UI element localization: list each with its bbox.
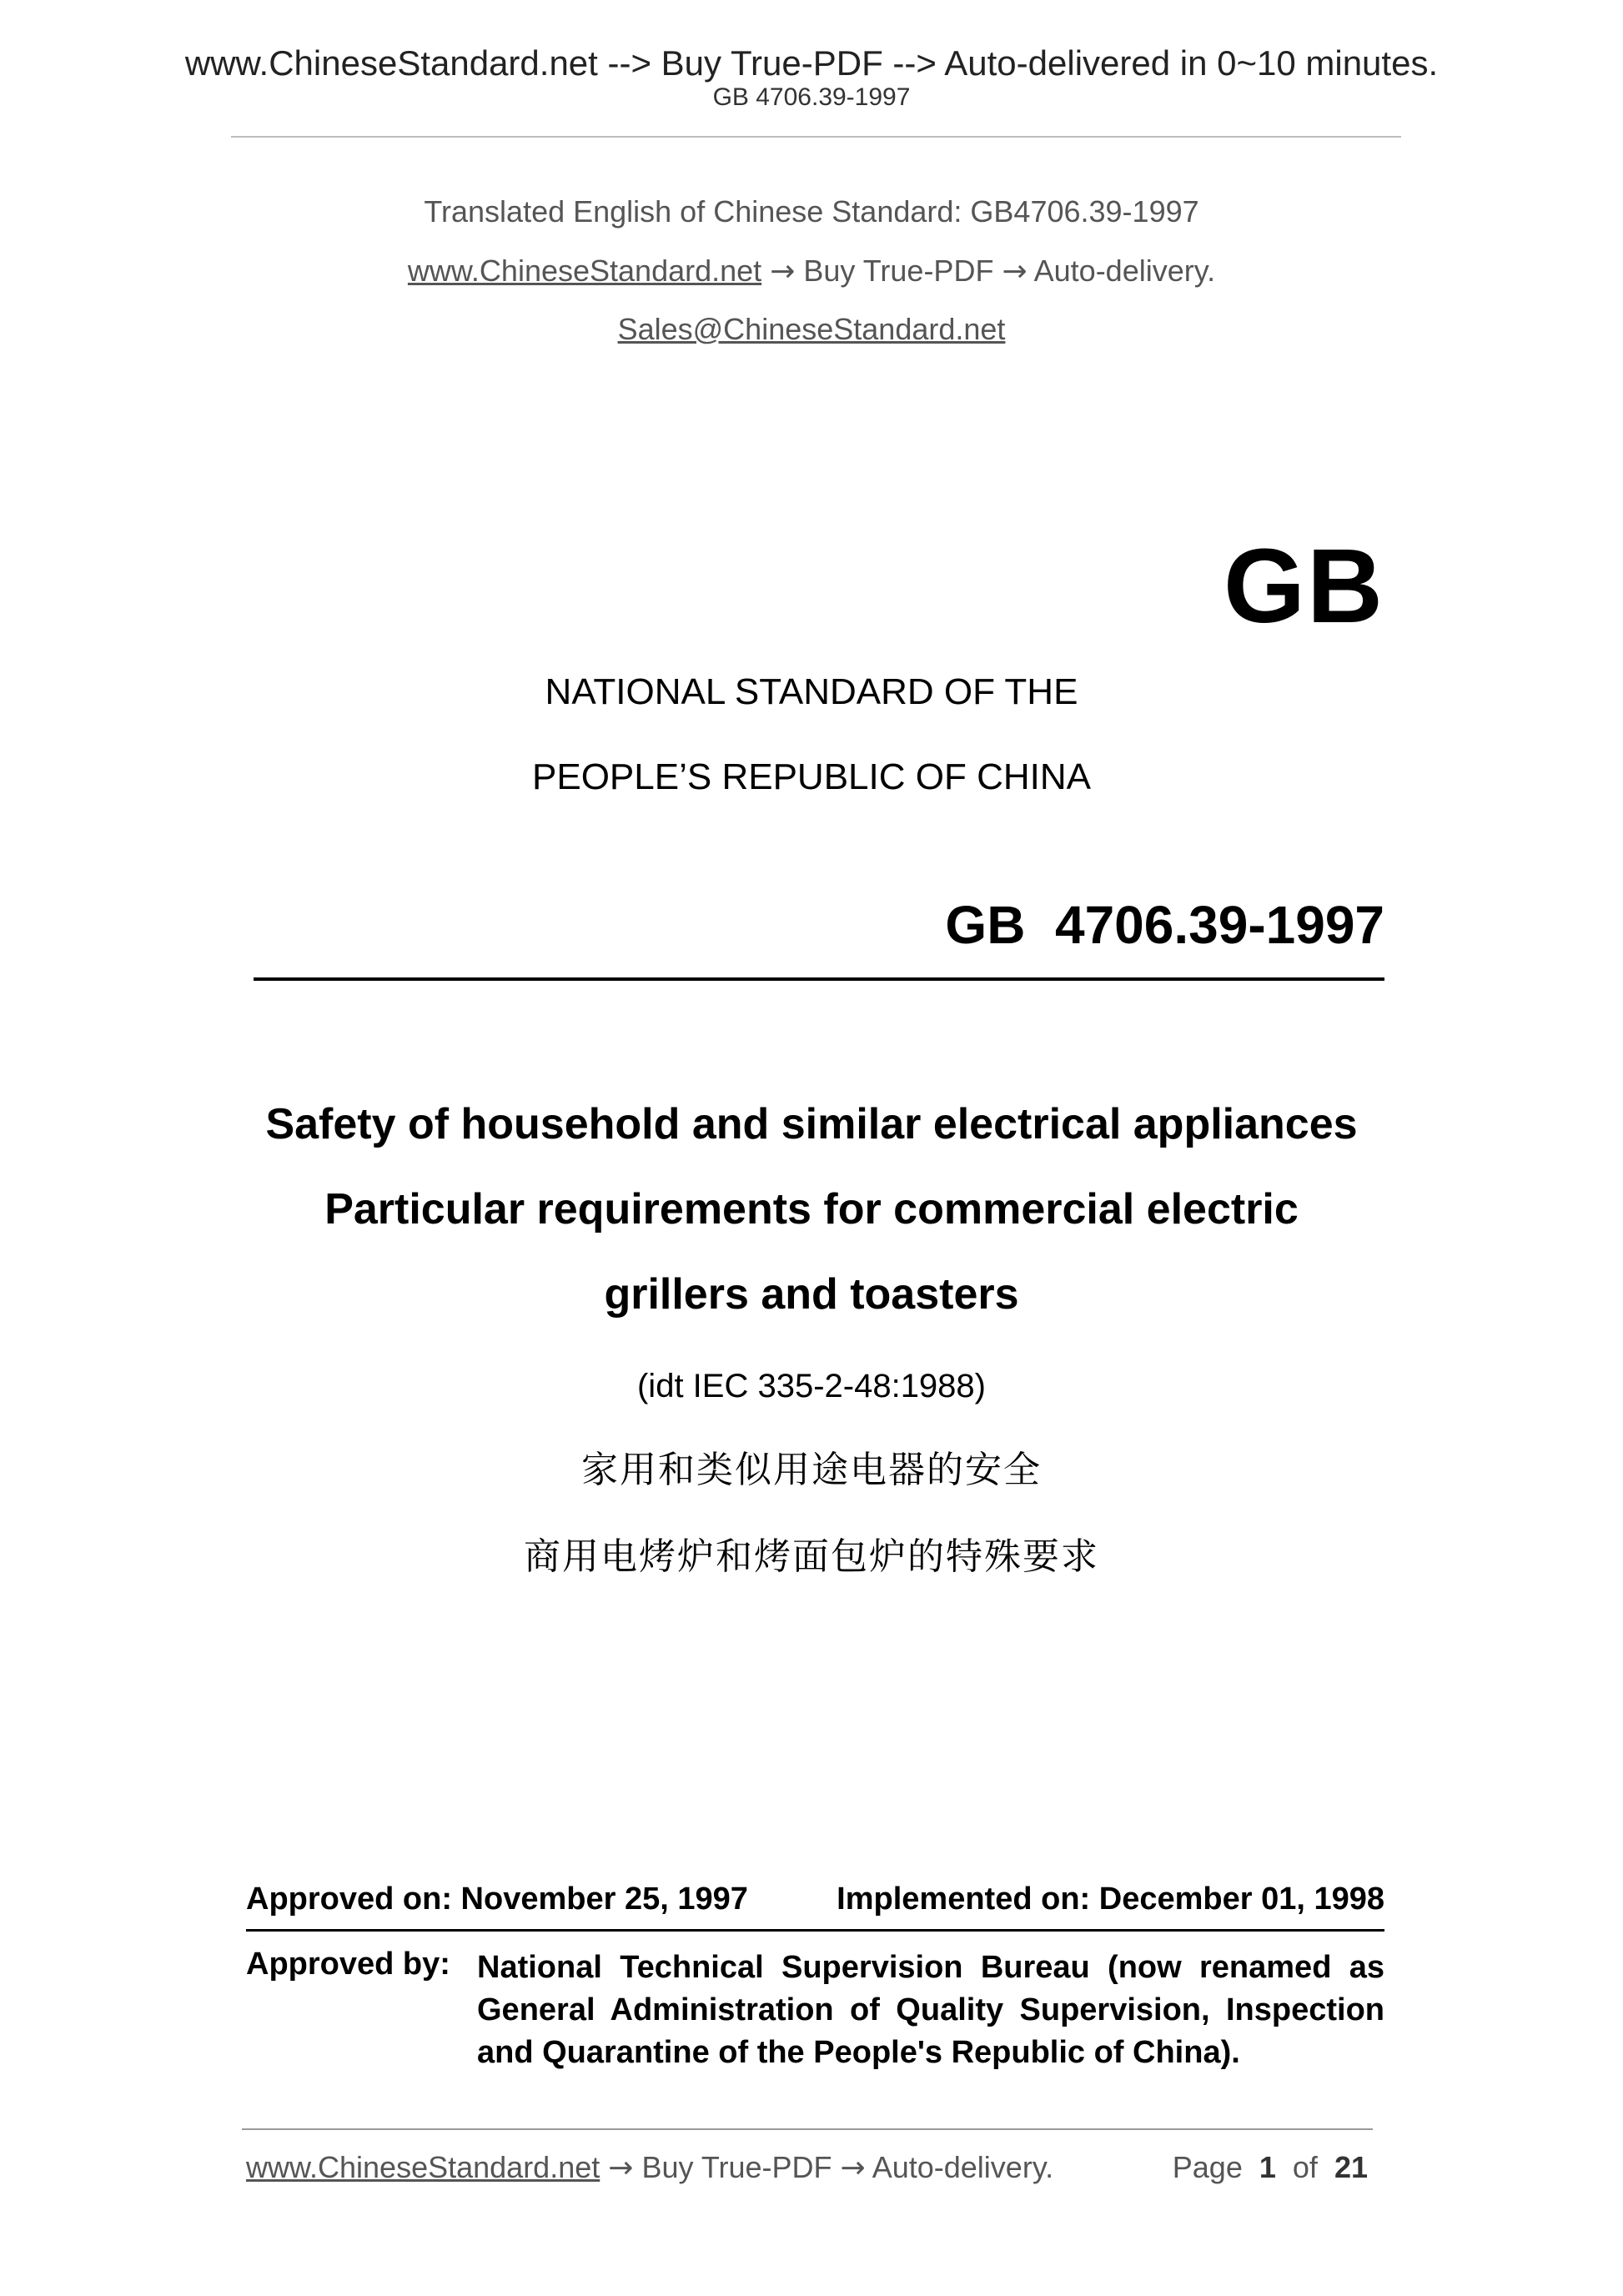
site-link[interactable]: www.ChineseStandard.net bbox=[407, 254, 762, 288]
footer-auto-delivery-text: Auto-delivery. bbox=[872, 2150, 1054, 2184]
page-label: Page bbox=[1172, 2150, 1243, 2184]
dates-row bbox=[246, 1882, 1384, 1917]
arrow-right-icon: → bbox=[608, 2151, 634, 2185]
approved-on: Approved on: November 25, 1997 bbox=[246, 1882, 748, 1917]
chinese-title-line2: 商用电烤炉和烤面包炉的特殊要求 bbox=[524, 1535, 1099, 1578]
buy-true-pdf-text: Buy True-PDF bbox=[803, 254, 994, 288]
chinese-title-line1: 家用和类似用途电器的安全 bbox=[581, 1449, 1042, 1491]
header-divider bbox=[231, 136, 1401, 138]
page-number: 1 bbox=[1259, 2150, 1276, 2184]
english-title-line3: grillers and toasters bbox=[604, 1270, 1019, 1319]
title-divider bbox=[254, 977, 1384, 981]
arrow-right-icon: → bbox=[840, 2151, 866, 2185]
national-standard-line2: PEOPLE’S REPUBLIC OF CHINA bbox=[532, 756, 1091, 797]
footer-delivery-line bbox=[246, 2150, 1053, 2185]
email-line bbox=[0, 312, 1623, 347]
national-standard-line1: NATIONAL STANDARD OF THE bbox=[545, 671, 1078, 712]
dates-divider bbox=[246, 1929, 1384, 1932]
english-title-line2: Particular requirements for commercial electric bbox=[324, 1185, 1299, 1233]
standard-number: GB 4706.39-1997 bbox=[945, 895, 1384, 955]
footer-site-link[interactable]: www.ChineseStandard.net bbox=[246, 2150, 600, 2184]
english-title-line1: Safety of household and similar electrical appliances bbox=[265, 1100, 1358, 1148]
intro-delivery-line bbox=[0, 254, 1623, 289]
approved-by-label: Approved by: bbox=[246, 1947, 450, 1982]
sales-email-link[interactable]: Sales@ChineseStandard.net bbox=[617, 312, 1006, 346]
approved-by-text: National Technical Supervision Bureau (now renamed as General Administration of Quality Supervision, Inspection and Quarantine of the People's Republic of China). bbox=[477, 1950, 1384, 2070]
footer-buy-true-pdf-text: Buy True-PDF bbox=[641, 2150, 832, 2184]
idt-reference: (idt IEC 335-2-48:1988) bbox=[636, 1368, 986, 1404]
gb-mark: GB bbox=[1224, 527, 1384, 645]
translated-line: Translated English of Chinese Standard: GB4706.39-1997 bbox=[424, 194, 1199, 229]
page-indicator bbox=[1173, 2150, 1368, 2185]
total-pages: 21 bbox=[1334, 2150, 1368, 2184]
of-label: of bbox=[1292, 2150, 1318, 2184]
arrow-right-icon: → bbox=[770, 254, 796, 289]
implemented-on: Implemented on: December 01, 1998 bbox=[837, 1882, 1384, 1917]
arrow-right-icon: → bbox=[1002, 254, 1028, 289]
running-header-doc-code: GB 4706.39-1997 bbox=[712, 83, 911, 111]
auto-delivery-text: Auto-delivery. bbox=[1033, 254, 1216, 288]
footer-divider bbox=[242, 2128, 1373, 2130]
top-banner: www.ChineseStandard.net --> Buy True-PDF --> Auto-delivered in 0~10 minutes. bbox=[184, 43, 1439, 83]
